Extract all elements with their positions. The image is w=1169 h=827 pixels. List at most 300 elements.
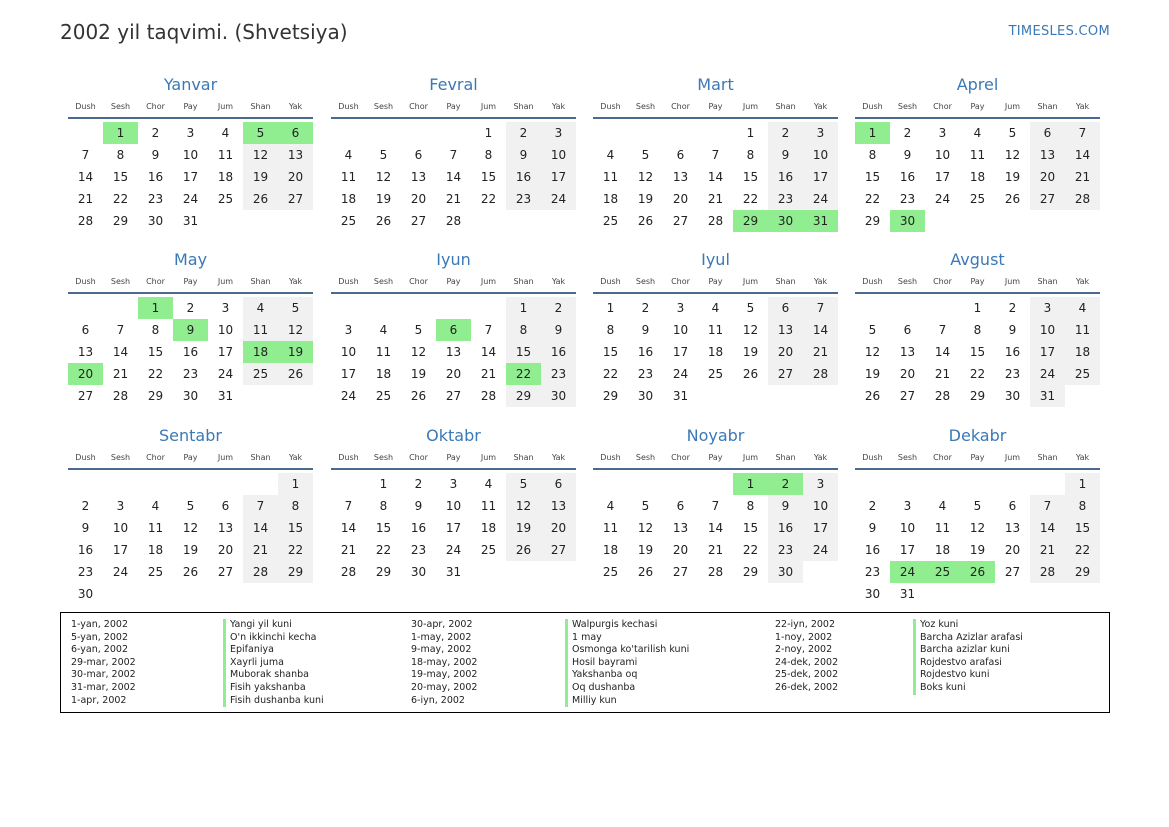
day-cell: 9 [1008, 323, 1017, 337]
day-cell: 29 [112, 214, 129, 228]
empty-cell [698, 122, 733, 144]
day-cell: 26 [637, 214, 654, 228]
weekday-label: Yak [813, 453, 828, 462]
day-cell: 22 [147, 367, 164, 381]
day-grid [855, 473, 1100, 605]
day-cell: 31 [899, 587, 916, 601]
day-cell: 19 [637, 543, 654, 557]
day-cell: 20 [768, 341, 803, 363]
day-cell: 17 [934, 170, 951, 184]
day-cell: 9 [868, 521, 877, 535]
month-aprel [855, 74, 1100, 232]
day-cell: 14 [1065, 144, 1100, 166]
weekday-label: Shan [513, 453, 534, 462]
day-cell: 13 [899, 345, 916, 359]
month-dekabr [855, 425, 1100, 605]
day-cell: 15 [375, 521, 392, 535]
weekday-label: Jum [742, 102, 759, 111]
holiday-name: Oq dushanba [572, 681, 636, 693]
day-cell: 28 [243, 561, 278, 583]
day-cell: 31 [672, 389, 689, 403]
day-cell: 29 [602, 389, 619, 403]
day-cell: 10 [803, 495, 838, 517]
weekday-header [855, 99, 1100, 119]
day-cell: 8 [1065, 495, 1100, 517]
empty-cell [960, 473, 995, 495]
day-cell: 7 [1065, 122, 1100, 144]
month-name: Mart [697, 75, 734, 94]
day-cell: 30 [77, 587, 94, 601]
holiday-day-cell: 1 [733, 473, 768, 495]
day-cell: 18 [147, 543, 164, 557]
weekday-label: Chor [146, 453, 165, 462]
month-name: Noyabr [686, 426, 745, 445]
day-grid [855, 297, 1100, 407]
day-cell: 9 [506, 144, 541, 166]
empty-cell [593, 122, 628, 144]
day-cell: 8 [746, 499, 755, 513]
day-cell: 17 [803, 166, 838, 188]
day-cell: 2 [81, 499, 90, 513]
day-cell: 29 [506, 385, 541, 407]
day-cell: 16 [541, 341, 576, 363]
day-cell: 3 [449, 477, 458, 491]
holiday-date: 25-dek, 2002 [775, 669, 839, 681]
month-may [68, 249, 313, 407]
day-cell: 12 [182, 521, 199, 535]
day-cell: 3 [676, 301, 685, 315]
day-cell: 2 [186, 301, 195, 315]
day-cell: 20 [541, 517, 576, 539]
holiday-date-column [775, 619, 838, 695]
weekday-label: Jum [217, 453, 234, 462]
day-cell: 21 [1030, 539, 1065, 561]
weekday-label: Yak [1075, 277, 1090, 286]
day-cell: 26 [375, 214, 392, 228]
day-cell: 23 [768, 539, 803, 561]
day-cell: 23 [768, 188, 803, 210]
day-cell: 13 [278, 144, 313, 166]
day-cell: 25 [602, 565, 619, 579]
day-cell: 27 [278, 188, 313, 210]
day-cell: 16 [1004, 345, 1021, 359]
day-cell: 12 [969, 521, 986, 535]
weekday-header [331, 274, 576, 294]
day-cell: 2 [641, 301, 650, 315]
day-cell: 26 [1004, 192, 1021, 206]
weekday-label: Sesh [635, 453, 656, 462]
day-cell: 22 [1065, 539, 1100, 561]
day-cell: 5 [746, 301, 755, 315]
day-cell: 27 [1004, 565, 1021, 579]
day-cell: 17 [1030, 341, 1065, 363]
holiday-date: 1-yan, 2002 [71, 619, 128, 630]
day-cell: 3 [803, 473, 838, 495]
weekday-label: Pay [970, 102, 985, 111]
day-cell: 12 [637, 521, 654, 535]
day-cell: 15 [969, 345, 986, 359]
day-cell: 24 [340, 389, 357, 403]
day-cell: 19 [410, 367, 427, 381]
day-cell: 25 [602, 214, 619, 228]
day-cell: 24 [541, 188, 576, 210]
day-cell: 14 [445, 170, 462, 184]
day-cell: 7 [803, 297, 838, 319]
day-cell: 29 [864, 214, 881, 228]
day-cell: 22 [112, 192, 129, 206]
day-cell: 28 [445, 214, 462, 228]
day-cell: 6 [414, 148, 423, 162]
day-cell: 26 [243, 188, 278, 210]
weekday-label: Sesh [110, 277, 131, 286]
day-cell: 21 [112, 367, 129, 381]
weekday-label: Chor [671, 453, 690, 462]
weekday-label: Pay [708, 277, 723, 286]
day-cell: 15 [602, 345, 619, 359]
month-iyul [593, 249, 838, 407]
day-cell: 30 [1004, 389, 1021, 403]
day-cell: 24 [182, 192, 199, 206]
day-cell: 8 [746, 148, 755, 162]
holiday-day-cell: 6 [436, 319, 471, 341]
day-cell: 3 [903, 499, 912, 513]
day-cell: 18 [1065, 341, 1100, 363]
day-cell: 2 [868, 499, 877, 513]
weekday-label: Dush [338, 102, 359, 111]
empty-cell [1030, 473, 1065, 495]
day-cell: 25 [340, 214, 357, 228]
day-cell: 16 [768, 517, 803, 539]
day-cell: 20 [899, 367, 916, 381]
day-cell: 8 [973, 323, 982, 337]
day-cell: 29 [1065, 561, 1100, 583]
empty-cell [628, 473, 663, 495]
day-cell: 23 [637, 367, 654, 381]
day-cell: 11 [602, 521, 619, 535]
day-cell: 3 [344, 323, 353, 337]
day-cell: 4 [711, 301, 720, 315]
weekday-label: Jum [1004, 453, 1021, 462]
holiday-date: 30-apr, 2002 [411, 619, 473, 630]
weekday-label: Pay [183, 277, 198, 286]
weekday-label: Jum [217, 277, 234, 286]
day-cell: 10 [340, 345, 357, 359]
empty-cell [68, 122, 103, 144]
day-cell: 21 [77, 192, 94, 206]
month-noyabr [593, 425, 838, 583]
day-cell: 27 [410, 214, 427, 228]
day-cell: 24 [217, 367, 234, 381]
weekday-label: Sesh [373, 277, 394, 286]
month-name: Oktabr [426, 426, 481, 445]
holiday-day-cell: 22 [506, 363, 541, 385]
empty-cell [331, 297, 366, 319]
day-cell: 18 [969, 170, 986, 184]
day-cell: 17 [672, 345, 689, 359]
day-cell: 30 [410, 565, 427, 579]
day-cell: 21 [934, 367, 951, 381]
day-cell: 5 [641, 499, 650, 513]
day-cell: 26 [182, 565, 199, 579]
month-iyun [331, 249, 576, 407]
month-name: Fevral [429, 75, 478, 94]
day-cell: 28 [112, 389, 129, 403]
weekday-label: Yak [551, 453, 566, 462]
holiday-day-cell: 30 [768, 210, 803, 232]
weekday-label: Shan [513, 277, 534, 286]
day-cell: 24 [672, 367, 689, 381]
day-cell: 20 [278, 166, 313, 188]
day-cell: 19 [637, 192, 654, 206]
weekday-label: Shan [250, 102, 271, 111]
weekday-label: Shan [775, 277, 796, 286]
day-cell: 11 [969, 148, 986, 162]
day-cell: 11 [340, 170, 357, 184]
holiday-name: Milliy kun [572, 694, 617, 706]
day-cell: 28 [1065, 188, 1100, 210]
holiday-name-column [913, 619, 1023, 695]
empty-cell [628, 122, 663, 144]
holiday-day-cell: 1 [855, 122, 890, 144]
weekday-header [331, 450, 576, 470]
weekday-label: Jum [480, 453, 497, 462]
empty-cell [366, 297, 401, 319]
day-cell: 20 [217, 543, 234, 557]
day-cell: 5 [868, 323, 877, 337]
holiday-name: Fisih dushanba kuni [230, 694, 324, 706]
day-cell: 7 [938, 323, 947, 337]
weekday-label: Dush [862, 102, 883, 111]
holiday-date: 5-yan, 2002 [71, 631, 128, 643]
day-cell: 19 [182, 543, 199, 557]
day-cell: 25 [217, 192, 234, 206]
day-cell: 21 [243, 539, 278, 561]
weekday-label: Shan [1037, 102, 1058, 111]
day-cell: 23 [77, 565, 94, 579]
holiday-day-cell: 1 [138, 297, 173, 319]
weekday-label: Sesh [373, 453, 394, 462]
day-cell: 18 [340, 192, 357, 206]
day-cell: 17 [541, 166, 576, 188]
day-cell: 9 [641, 323, 650, 337]
day-cell: 17 [803, 517, 838, 539]
day-cell: 6 [903, 323, 912, 337]
day-cell: 28 [707, 214, 724, 228]
day-cell: 2 [414, 477, 423, 491]
day-cell: 7 [711, 148, 720, 162]
holiday-name: Rojdestvo arafasi [920, 656, 1002, 668]
holiday-name: 1 may [572, 631, 602, 643]
weekday-label: Shan [1037, 277, 1058, 286]
day-cell: 14 [243, 517, 278, 539]
day-cell: 3 [1030, 297, 1065, 319]
day-cell: 6 [221, 499, 230, 513]
day-cell: 22 [480, 192, 497, 206]
weekday-label: Yak [288, 277, 303, 286]
holiday-day-cell: 6 [278, 122, 313, 144]
weekday-label: Jum [480, 102, 497, 111]
month-yanvar [68, 74, 313, 232]
holiday-day-cell: 19 [278, 341, 313, 363]
day-cell: 8 [868, 148, 877, 162]
day-cell: 9 [414, 499, 423, 513]
day-cell: 28 [480, 389, 497, 403]
weekday-label: Chor [146, 277, 165, 286]
day-cell: 15 [147, 345, 164, 359]
day-cell: 12 [1004, 148, 1021, 162]
holiday-name: Epifaniya [230, 644, 274, 656]
weekday-label: Dush [862, 277, 883, 286]
day-cell: 13 [217, 521, 234, 535]
day-cell: 23 [541, 363, 576, 385]
holiday-date-column [411, 619, 477, 707]
day-cell: 13 [1030, 144, 1065, 166]
day-cell: 9 [768, 144, 803, 166]
weekday-label: Sesh [897, 102, 918, 111]
day-cell: 16 [768, 166, 803, 188]
day-cell: 22 [278, 539, 313, 561]
holiday-day-cell: 18 [243, 341, 278, 363]
day-cell: 21 [803, 341, 838, 363]
day-cell: 29 [969, 389, 986, 403]
day-cell: 14 [480, 345, 497, 359]
day-cell: 10 [217, 323, 234, 337]
day-cell: 20 [1030, 166, 1065, 188]
site-link[interactable]: TIMESLES.COM [1008, 24, 1110, 39]
month-name: Dekabr [948, 426, 1007, 445]
day-cell: 22 [375, 543, 392, 557]
day-cell: 4 [243, 297, 278, 319]
day-cell: 6 [1030, 122, 1065, 144]
day-cell: 10 [541, 144, 576, 166]
day-cell: 13 [1004, 521, 1021, 535]
day-cell: 22 [864, 192, 881, 206]
day-cell: 30 [637, 389, 654, 403]
weekday-label: Chor [409, 453, 428, 462]
holiday-date: 24-dek, 2002 [775, 656, 839, 668]
day-grid [331, 297, 576, 407]
day-cell: 25 [375, 389, 392, 403]
weekday-label: Yak [813, 277, 828, 286]
day-cell: 7 [116, 323, 125, 337]
day-cell: 17 [340, 367, 357, 381]
holiday-name: Hosil bayrami [572, 656, 638, 668]
day-cell: 29 [375, 565, 392, 579]
weekday-label: Jum [742, 453, 759, 462]
day-cell: 17 [217, 345, 234, 359]
day-cell: 6 [1008, 499, 1017, 513]
day-cell: 1 [484, 126, 493, 140]
weekday-label: Yak [551, 102, 566, 111]
month-name: Iyul [701, 250, 730, 269]
day-cell: 18 [480, 521, 497, 535]
day-cell: 4 [484, 477, 493, 491]
day-cell: 19 [375, 192, 392, 206]
day-cell: 23 [864, 565, 881, 579]
weekday-label: Shan [775, 102, 796, 111]
day-cell: 3 [803, 122, 838, 144]
holiday-date: 20-may, 2002 [411, 681, 478, 693]
weekday-label: Jum [1004, 102, 1021, 111]
day-cell: 12 [410, 345, 427, 359]
holiday-day-cell: 31 [803, 210, 838, 232]
holiday-name: Boks kuni [920, 681, 966, 693]
day-cell: 1 [973, 301, 982, 315]
day-cell: 5 [186, 499, 195, 513]
weekday-label: Chor [933, 453, 952, 462]
day-cell: 5 [379, 148, 388, 162]
day-cell: 12 [864, 345, 881, 359]
day-grid [331, 122, 576, 232]
day-grid [593, 297, 838, 407]
weekday-label: Pay [708, 102, 723, 111]
empty-cell [890, 297, 925, 319]
day-cell: 14 [803, 319, 838, 341]
day-cell: 19 [1004, 170, 1021, 184]
empty-cell [243, 473, 278, 495]
month-name: Iyun [436, 250, 471, 269]
weekday-label: Pay [446, 277, 461, 286]
weekday-header [593, 99, 838, 119]
day-cell: 26 [864, 389, 881, 403]
weekday-header [855, 274, 1100, 294]
empty-cell [995, 473, 1030, 495]
month-avgust [855, 249, 1100, 407]
day-cell: 7 [449, 148, 458, 162]
day-cell: 11 [1065, 319, 1100, 341]
empty-cell [436, 122, 471, 144]
day-cell: 30 [864, 587, 881, 601]
day-cell: 7 [81, 148, 90, 162]
holiday-date: 6-yan, 2002 [71, 644, 128, 656]
day-cell: 11 [375, 345, 392, 359]
day-cell: 9 [151, 148, 160, 162]
day-cell: 7 [484, 323, 493, 337]
day-cell: 8 [151, 323, 160, 337]
holiday-date: 19-may, 2002 [411, 669, 478, 681]
weekday-header [68, 274, 313, 294]
day-cell: 12 [243, 144, 278, 166]
day-cell: 24 [445, 543, 462, 557]
day-cell: 6 [768, 297, 803, 319]
day-cell: 18 [375, 367, 392, 381]
day-cell: 4 [606, 499, 615, 513]
day-cell: 21 [707, 192, 724, 206]
day-cell: 1 [379, 477, 388, 491]
holiday-name: Xayrli juma [230, 656, 284, 668]
day-cell: 9 [81, 521, 90, 535]
weekday-label: Dush [75, 277, 96, 286]
holiday-name: Walpurgis kechasi [572, 619, 658, 630]
day-cell: 16 [182, 345, 199, 359]
day-cell: 5 [506, 473, 541, 495]
day-cell: 12 [742, 323, 759, 337]
day-cell: 16 [147, 170, 164, 184]
day-cell: 23 [506, 188, 541, 210]
calendar-grid [68, 74, 1108, 604]
day-cell: 14 [112, 345, 129, 359]
empty-cell [698, 473, 733, 495]
day-cell: 19 [506, 517, 541, 539]
holiday-name: Yangi yil kuni [230, 619, 292, 630]
holiday-day-cell: 29 [733, 210, 768, 232]
day-cell: 28 [934, 389, 951, 403]
holiday-day-cell: 30 [890, 210, 925, 232]
day-cell: 13 [445, 345, 462, 359]
day-cell: 15 [864, 170, 881, 184]
day-cell: 8 [606, 323, 615, 337]
holiday-name: Yakshanba oq [572, 669, 638, 681]
